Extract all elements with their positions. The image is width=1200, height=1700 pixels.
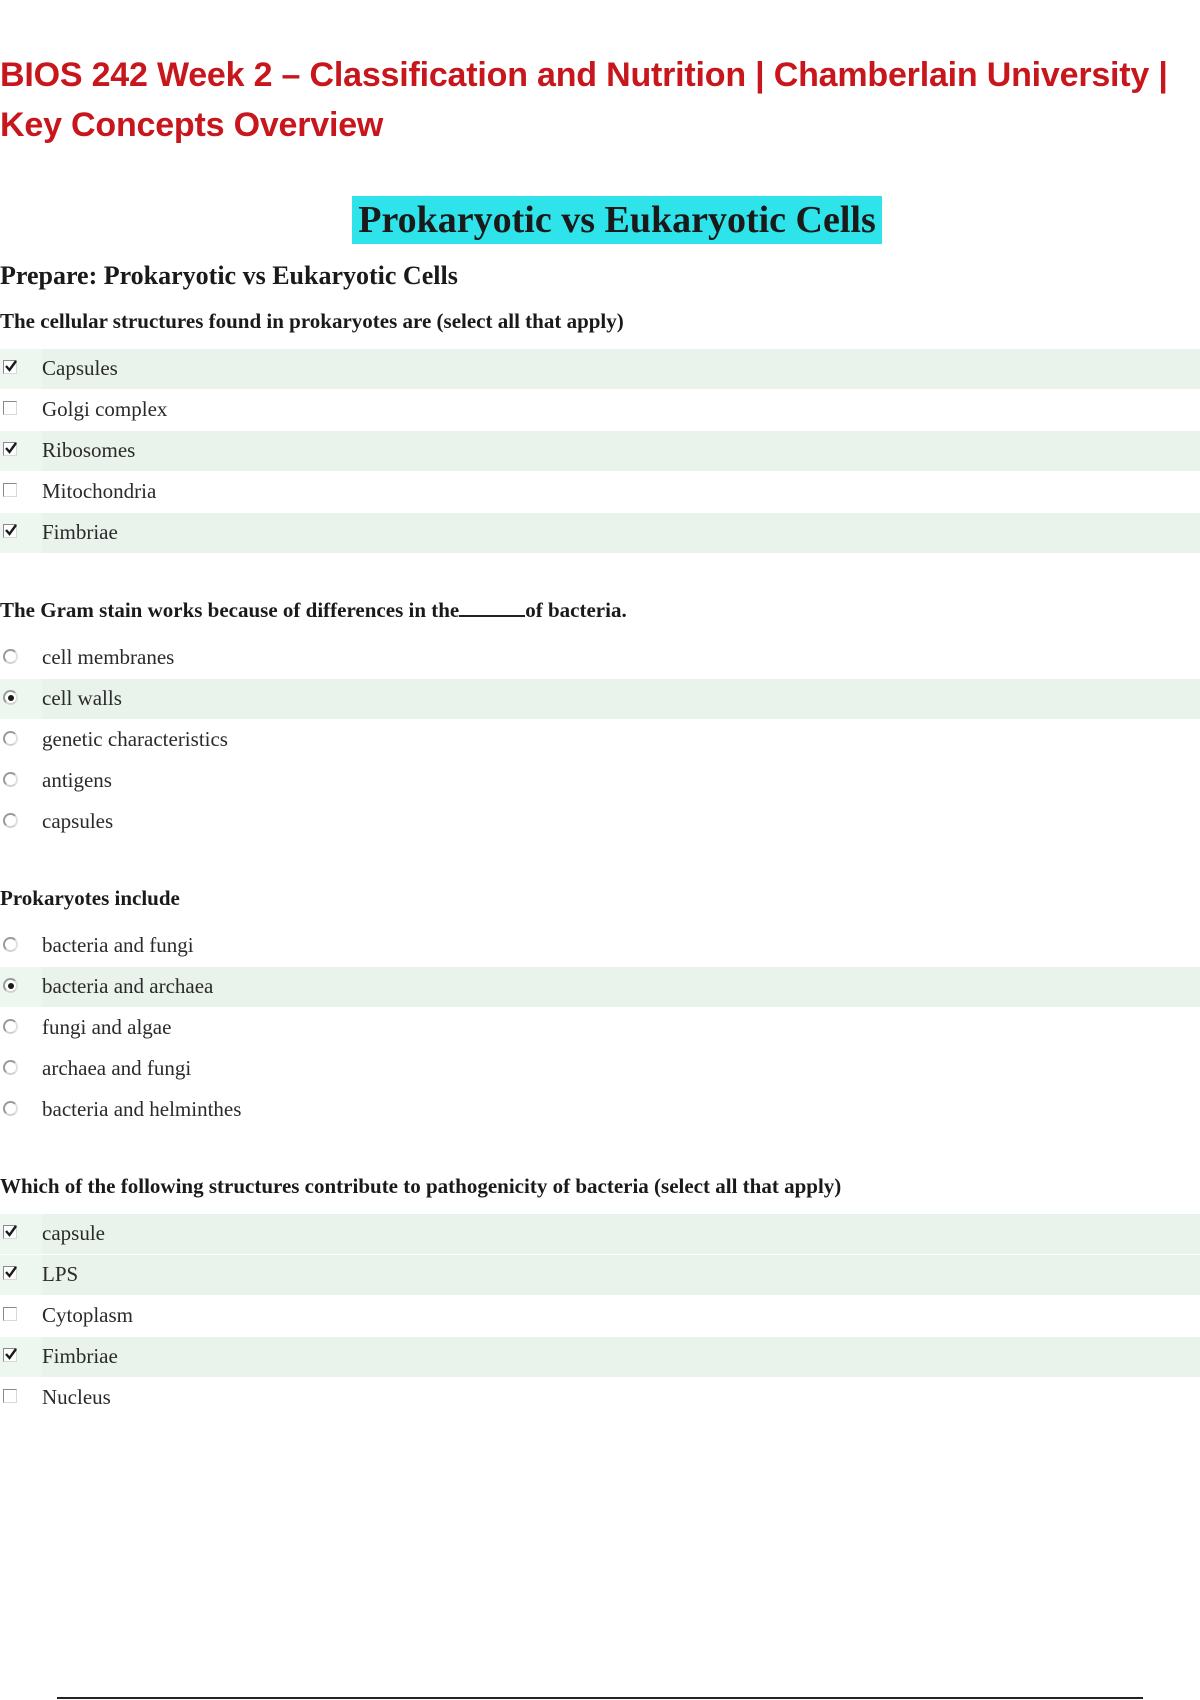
question-text-after: of bacteria. [525,598,627,622]
radio-circle [3,1101,18,1116]
checkbox-checked[interactable] [3,360,21,378]
option-label: LPS [42,1262,79,1286]
question-text: The cellular structures found in prokaryotes are (select all that apply) [0,309,624,333]
option-row[interactable] [0,1007,1200,1048]
option-row[interactable] [0,637,1200,678]
checkbox-box [3,1389,17,1403]
selected-highlight [42,1214,1200,1254]
option-row[interactable] [0,966,1200,1007]
option-row[interactable] [0,1213,1200,1254]
question-text [0,595,1200,625]
option-row[interactable] [0,1254,1200,1295]
option-label: bacteria and helminthes [42,1097,242,1121]
radio-selected[interactable] [3,690,21,708]
checkbox-unchecked[interactable] [3,401,21,419]
radio-circle [3,937,18,952]
question-4 [0,1171,1200,1418]
checkbox-unchecked[interactable] [3,1389,21,1407]
option-row[interactable] [0,389,1200,430]
radio-unselected[interactable] [3,937,21,955]
option-row[interactable] [0,471,1200,512]
option-label: Fimbriae [42,1344,118,1368]
selected-highlight [42,679,1200,719]
checkbox-checked[interactable] [3,524,21,542]
question-text: Which of the following structures contribute to pathogenicity of bacteria (select all that apply) [0,1174,842,1198]
option-row[interactable] [0,801,1200,842]
checkmark-icon [3,1223,21,1241]
checkmark-icon [3,1346,21,1364]
section-heading-wrap [0,196,1200,244]
checkbox-checked[interactable] [3,1225,21,1243]
checkbox-box [3,483,17,497]
checkbox-checked[interactable] [3,1266,21,1284]
question-text-before: The Gram stain works because of differences in the [0,598,460,622]
option-row[interactable] [0,678,1200,719]
option-label: archaea and fungi [42,1056,192,1080]
option-label: antigens [42,768,112,792]
checkbox-unchecked[interactable] [3,483,21,501]
selected-highlight [42,1337,1200,1377]
question-3 [0,883,1200,1130]
option-label: bacteria and archaea [42,974,214,998]
checkbox-box [3,401,17,415]
radio-unselected[interactable] [3,813,21,831]
selected-highlight [42,1255,1200,1295]
option-row[interactable] [0,1089,1200,1130]
option-label: cell membranes [42,645,175,669]
checkbox-checked[interactable] [3,1348,21,1366]
option-row[interactable] [0,1377,1200,1418]
option-row[interactable] [0,1048,1200,1089]
option-label: fungi and algae [42,1015,172,1039]
option-row[interactable] [0,1295,1200,1336]
checkmark-icon [3,440,21,458]
question-text: Prokaryotes include [0,886,180,910]
radio-unselected[interactable] [3,1101,21,1119]
option-row[interactable] [0,348,1200,389]
selected-highlight [42,967,1200,1007]
radio-circle [3,813,18,828]
document-title: BIOS 242 Week 2 – Classification and Nutrition | Chamberlain University | Key Concepts Overview [0,56,1168,144]
checkmark-icon [3,1264,21,1282]
radio-selected[interactable] [3,978,21,996]
option-label: capsules [42,809,114,833]
radio-circle [3,1019,18,1034]
option-label: Capsules [42,356,118,380]
option-label: Cytoplasm [42,1303,134,1327]
checkbox-box [3,1307,17,1321]
option-label: genetic characteristics [42,727,228,751]
radio-dot-icon [8,695,14,701]
option-label: bacteria and fungi [42,933,194,957]
option-row[interactable] [0,925,1200,966]
question-2 [0,595,1200,842]
checkmark-icon [3,522,21,540]
option-row[interactable] [0,760,1200,801]
radio-dot-icon [8,983,14,989]
option-list [0,348,1200,553]
option-row[interactable] [0,1336,1200,1377]
option-label: Ribosomes [42,438,136,462]
option-row[interactable] [0,719,1200,760]
radio-unselected[interactable] [3,1060,21,1078]
radio-unselected[interactable] [3,1019,21,1037]
option-label: cell walls [42,686,122,710]
option-label: Mitochondria [42,479,157,503]
checkmark-icon [3,358,21,376]
checkbox-checked[interactable] [3,442,21,460]
option-list [0,637,1200,842]
radio-circle [3,1060,18,1075]
selected-highlight [42,513,1200,553]
option-row[interactable] [0,430,1200,471]
radio-circle [3,731,18,746]
option-label: Golgi complex [42,397,168,421]
footer-divider [57,1697,1143,1699]
question-1 [0,306,1200,553]
radio-unselected[interactable] [3,772,21,790]
option-row[interactable] [0,512,1200,553]
selected-highlight [42,349,1200,389]
prepare-heading: Prepare: Prokaryotic vs Eukaryotic Cells [0,261,458,290]
section-heading: Prokaryotic vs Eukaryotic Cells [352,196,882,244]
option-list [0,1213,1200,1418]
radio-circle [3,772,18,787]
radio-circle [3,649,18,664]
option-label: capsule [42,1221,105,1245]
selected-highlight [42,431,1200,471]
answer-blank [459,597,525,617]
radio-unselected[interactable] [3,649,21,667]
option-list [0,925,1200,1130]
checkbox-unchecked[interactable] [3,1307,21,1325]
option-label: Fimbriae [42,520,118,544]
radio-unselected[interactable] [3,731,21,749]
option-label: Nucleus [42,1385,111,1409]
